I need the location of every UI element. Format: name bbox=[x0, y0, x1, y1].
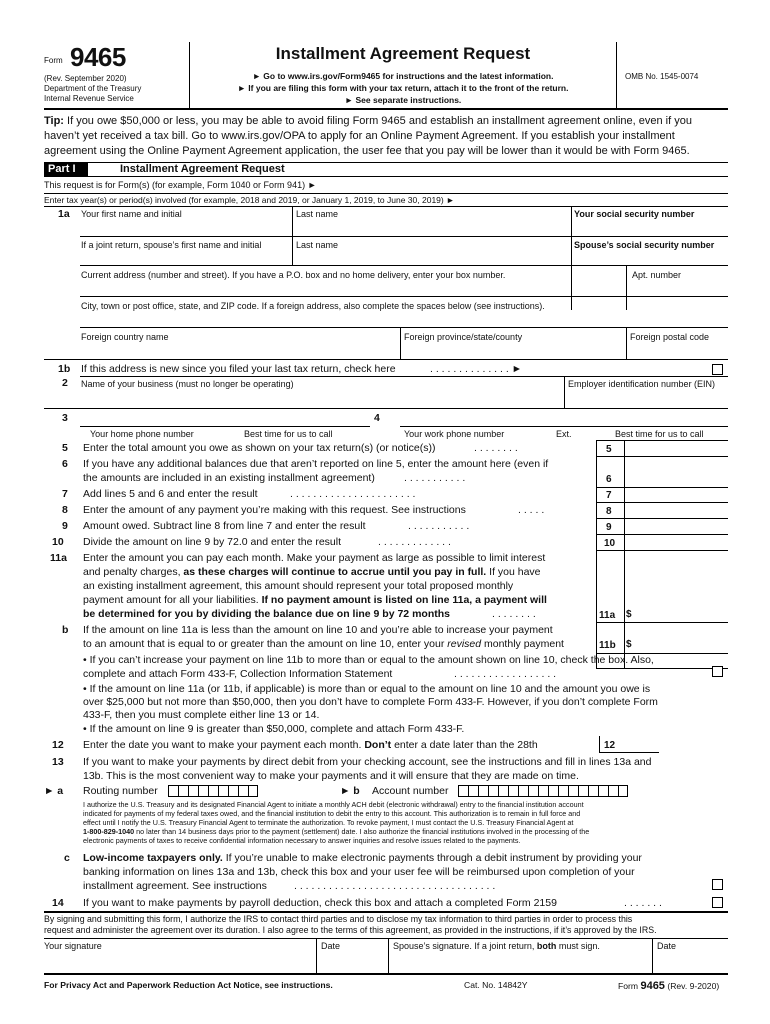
account-digit-box[interactable] bbox=[578, 785, 588, 797]
payment-day-field[interactable] bbox=[599, 752, 659, 753]
line-11a-text-2a: and penalty charges, bbox=[83, 566, 184, 578]
rule bbox=[44, 359, 728, 360]
line-11a-number: 11a bbox=[50, 552, 67, 564]
line-7-text: Add lines 5 and 6 and enter the result bbox=[83, 488, 258, 500]
routing-digit-box[interactable] bbox=[198, 785, 208, 797]
form-433f-checkbox[interactable] bbox=[712, 666, 723, 677]
routing-number-grid[interactable] bbox=[168, 785, 258, 797]
line-11b-number: b bbox=[62, 624, 69, 636]
footer-form-number: 9465 bbox=[640, 980, 665, 992]
line-11a-text-4 bbox=[83, 593, 547, 607]
work-phone-line[interactable] bbox=[400, 426, 728, 427]
line-13c-text-3: installment agreement. See instructions bbox=[83, 880, 267, 892]
routing-digit-box[interactable] bbox=[208, 785, 218, 797]
line-11a-text-5: be determined for you by dividing the balance due on line 9 by 72 months bbox=[83, 608, 450, 620]
box-10-label: 10 bbox=[604, 538, 616, 549]
your-signature-label[interactable]: Your signature bbox=[44, 941, 102, 951]
line-11a-text-4a: payment amount for all your liabilities. bbox=[83, 594, 262, 606]
line-1b-number: 1b bbox=[58, 363, 71, 375]
box-7-label: 7 bbox=[606, 490, 612, 501]
line-10-dots: . . . . . . . . . . . . . bbox=[378, 536, 451, 548]
rule bbox=[44, 206, 728, 207]
rule bbox=[624, 440, 625, 668]
tip-text: If you owe $50,000 or less, you may be able to avoid filing Form 9465 and establish an installment agreement online, even if you haven’t yet received a tax bill. Go to www.irs.gov/OPA to apply for an Online Payment Agreement. If you establish your installment agreement using the Online Payment Agreement application, the user fee that you pay will be lower than it would be with Form 9465. bbox=[44, 115, 692, 157]
form-instructions bbox=[190, 70, 616, 106]
line-12-number: 12 bbox=[52, 739, 64, 751]
rule bbox=[44, 973, 728, 975]
box-12-label: 12 bbox=[604, 740, 616, 751]
rule bbox=[80, 327, 728, 328]
spouse-signature-text-b: both bbox=[536, 941, 557, 951]
line-11b-bullet-1-dots: . . . . . . . . . . . . . . . . . . bbox=[454, 668, 557, 680]
omb-block bbox=[616, 42, 728, 108]
line-10-number: 10 bbox=[52, 536, 64, 548]
form-number: 9465 bbox=[70, 42, 126, 72]
ssn-label[interactable]: Your social security number bbox=[574, 209, 695, 219]
foreign-country-label[interactable]: Foreign country name bbox=[81, 332, 169, 342]
line-13-text-2: 13b. This is the most convenient way to make your payments and it will ensure that they are made on time. bbox=[83, 770, 579, 782]
ach-auth-line-2: indicated for payments of my federal taxes owed, and the financial institution to debit the entry to this account. This authorization is to remain in full force and bbox=[83, 809, 581, 818]
revision-date: (Rev. September 2020) bbox=[44, 74, 127, 83]
line-4-number: 4 bbox=[374, 412, 380, 424]
account-digit-box[interactable] bbox=[588, 785, 598, 797]
form-id-block bbox=[44, 42, 190, 108]
first-name-label[interactable]: Your first name and initial bbox=[81, 209, 182, 219]
line-13a-label: ► a bbox=[44, 785, 64, 797]
work-phone-label: Your work phone number bbox=[404, 429, 505, 439]
rule bbox=[80, 376, 728, 377]
footer-revision: (Rev. 9-2020) bbox=[667, 981, 720, 991]
box-11b-label: 11b bbox=[599, 640, 616, 651]
line-1b-dots: . . . . . . . . . . . . . . ► bbox=[430, 363, 523, 375]
line-2-number: 2 bbox=[62, 377, 68, 389]
line-11b-bullet-1b: complete and attach Form 433-F, Collection Information Statement bbox=[83, 668, 393, 680]
rule bbox=[626, 265, 627, 310]
rule bbox=[564, 376, 565, 408]
line-7-number: 7 bbox=[62, 488, 68, 500]
line-11b-text-2c: monthly payment bbox=[481, 638, 564, 650]
ein-label[interactable]: Employer identification number (EIN) bbox=[568, 379, 716, 389]
account-number-label: Account number bbox=[372, 785, 449, 797]
account-digit-box[interactable] bbox=[518, 785, 528, 797]
box-11b-dollar: $ bbox=[626, 639, 632, 650]
form-header bbox=[44, 42, 728, 110]
rule bbox=[596, 668, 728, 669]
rule bbox=[44, 193, 728, 194]
line-11b-bullet-3: • If the amount on line 9 is greater than $50,000, complete and attach Form 433-F. bbox=[83, 723, 465, 735]
rule bbox=[626, 327, 627, 359]
city-label[interactable]: City, town or post office, state, and ZIP code. If a foreign address, also complete the spaces below (see instructions). bbox=[81, 301, 545, 311]
line-11b-bullet-2c: 433-F, then you must complete either line 13 or 14. bbox=[83, 709, 320, 721]
instruction-line-2: ► If you are filing this form with your tax return, attach it to the front of the return. bbox=[237, 83, 569, 93]
line-11a-text-2b: as these charges will continue to accrue until you pay in full. bbox=[183, 566, 487, 578]
date-2-label[interactable]: Date bbox=[657, 941, 677, 951]
account-digit-box[interactable] bbox=[598, 785, 608, 797]
rule bbox=[44, 911, 728, 913]
line-12-text-3: enter a date later than the 28th bbox=[391, 739, 538, 751]
footer-form-id bbox=[618, 980, 719, 992]
line-11a-amount-field[interactable] bbox=[596, 622, 728, 623]
box-8-label: 8 bbox=[606, 506, 612, 517]
line-11a-dots: . . . . . . . . bbox=[492, 608, 536, 620]
home-phone-label: Your home phone number bbox=[90, 429, 194, 439]
line-14-text: If you want to make payments by payroll deduction, check this box and attach a completed Form 2159 bbox=[83, 897, 557, 909]
footer-form-word: Form bbox=[618, 981, 639, 991]
ach-auth-line-4 bbox=[83, 827, 728, 836]
tip-paragraph bbox=[44, 114, 728, 159]
account-digit-box[interactable] bbox=[458, 785, 468, 797]
line-8-text: Enter the amount of any payment you’re making with this request. See instructions bbox=[83, 504, 466, 516]
rule bbox=[44, 408, 728, 409]
catalog-number: Cat. No. 14842Y bbox=[464, 980, 528, 990]
line-8-number: 8 bbox=[62, 504, 68, 516]
low-income-checkbox[interactable] bbox=[712, 879, 723, 890]
line-11a-text-2c: If you have bbox=[486, 566, 541, 578]
signature-statement-1: By signing and submitting this form, I authorize the IRS to contact third parties and to disclose my tax information to third parties in order to process this bbox=[44, 914, 633, 924]
account-digit-box[interactable] bbox=[558, 785, 568, 797]
spouse-signature-text-c: must sign. bbox=[556, 941, 600, 951]
work-best-time-label: Best time for us to call bbox=[615, 429, 704, 439]
line-5-amount-field[interactable] bbox=[596, 456, 728, 457]
line-6-dots: . . . . . . . . . . . bbox=[404, 472, 466, 484]
rule bbox=[80, 265, 728, 266]
business-name-label[interactable]: Name of your business (must no longer be operating) bbox=[81, 379, 294, 389]
line-11a-text-3: an existing installment agreement, this amount should represent your total proposed monthly bbox=[83, 580, 514, 592]
form-9465 bbox=[44, 42, 728, 1000]
tip-label: Tip: bbox=[44, 115, 64, 127]
account-digit-box[interactable] bbox=[528, 785, 538, 797]
routing-digit-box[interactable] bbox=[188, 785, 198, 797]
privacy-notice: For Privacy Act and Paperwork Reduction Act Notice, see instructions. bbox=[44, 980, 333, 990]
routing-digit-box[interactable] bbox=[238, 785, 248, 797]
form-word: Form bbox=[44, 56, 63, 65]
omb-number: OMB No. 1545-0074 bbox=[625, 72, 699, 81]
line-11b-bullet-2a: • If the amount on line 11a (or 11b, if applicable) is more than or equal to the amount on line 10 and the amount you owe is bbox=[83, 683, 651, 695]
ach-auth-line-3: effect until I notify the U.S. Treasury Financial Agent to terminate the authorization. To revoke payment, I must contact the U.S. Treasury Financial Agent at bbox=[83, 818, 574, 827]
line-9-amount-field[interactable] bbox=[596, 534, 728, 535]
part-1-label: Part I bbox=[44, 163, 88, 176]
box-6-label: 6 bbox=[606, 474, 612, 485]
line-6-text-2: the amounts are included in an existing installment agreement) bbox=[83, 472, 375, 484]
line-13-number: 13 bbox=[52, 756, 64, 768]
rule bbox=[652, 938, 653, 973]
rule bbox=[388, 938, 389, 973]
line-11a-text-1: Enter the amount you can pay each month. Make your payment as large as possible to limit interest bbox=[83, 552, 546, 564]
spouse-last-name-label[interactable]: Last name bbox=[296, 240, 339, 250]
instruction-line-1: ► Go to www.irs.gov/Form9465 for instructions and the latest information. bbox=[252, 71, 554, 81]
address-label[interactable]: Current address (number and street). If you have a P.O. box and no home delivery, enter your box number. bbox=[81, 270, 506, 280]
line-9-text: Amount owed. Subtract line 8 from line 7 and enter the result bbox=[83, 520, 366, 532]
line-13-text-1: If you want to make your payments by direct debit from your checking account, see the instructions and fill in lines 13a and bbox=[83, 756, 652, 768]
payroll-deduction-checkbox[interactable] bbox=[712, 897, 723, 908]
account-number-grid[interactable] bbox=[458, 785, 628, 797]
line-11a-text-4b: If no payment amount is listed on line 11a, a payment will bbox=[261, 594, 547, 606]
line-13b-label: ► b bbox=[340, 785, 360, 797]
line-3-number: 3 bbox=[62, 412, 68, 424]
rule bbox=[44, 938, 728, 939]
rule bbox=[596, 440, 597, 668]
apt-label[interactable]: Apt. number bbox=[632, 270, 682, 280]
account-digit-box[interactable] bbox=[608, 785, 618, 797]
line-6-amount-field[interactable] bbox=[596, 487, 728, 488]
line-10-text: Divide the amount on line 9 by 72.0 and enter the result bbox=[83, 536, 341, 548]
spouse-ssn-label[interactable]: Spouse’s social security number bbox=[574, 240, 715, 250]
line-6-number: 6 bbox=[62, 458, 68, 470]
box-5-label: 5 bbox=[606, 444, 612, 455]
rule bbox=[80, 296, 728, 297]
line-12-text-1: Enter the date you want to make your payment each month. bbox=[83, 739, 365, 751]
routing-digit-box[interactable] bbox=[248, 785, 258, 797]
date-1-label[interactable]: Date bbox=[321, 941, 341, 951]
box-11a-label: 11a bbox=[599, 610, 616, 621]
part-1-header bbox=[44, 162, 728, 177]
ach-auth-line-5: electronic payments of taxes to receive confidential information necessary to answer inquiries and resolve issues related to the payments. bbox=[83, 836, 521, 845]
line-14-number: 14 bbox=[52, 897, 64, 909]
line-7-dots: . . . . . . . . . . . . . . . . . . . . . . bbox=[290, 488, 416, 500]
request-forms-label: This request is for Form(s) (for example, Form 1040 or Form 941) ► bbox=[44, 180, 317, 190]
rule bbox=[596, 440, 728, 441]
line-8-dots: . . . . . bbox=[518, 504, 545, 516]
account-digit-box[interactable] bbox=[478, 785, 488, 797]
line-11b-bullet-2b: over $25,000 but not more than $50,000, then you don’t have to complete Form 433-F. However, if you don’t complete Form bbox=[83, 696, 658, 708]
new-address-checkbox[interactable] bbox=[712, 364, 723, 375]
routing-digit-box[interactable] bbox=[168, 785, 178, 797]
line-1b-text: If this address is new since you filed your last tax return, check here bbox=[81, 363, 396, 375]
account-digit-box[interactable] bbox=[538, 785, 548, 797]
routing-digit-box[interactable] bbox=[218, 785, 228, 797]
spouse-signature-label[interactable] bbox=[393, 941, 600, 951]
home-best-time-label: Best time for us to call bbox=[244, 429, 333, 439]
spouse-first-name-label[interactable]: If a joint return, spouse’s first name and initial bbox=[81, 240, 262, 250]
line-11b-bullet-1a: • If you can’t increase your payment on line 11b to more than or equal to the amount shown on line 10, check the box. Also, bbox=[83, 654, 654, 666]
rule bbox=[599, 736, 600, 752]
ach-authorization bbox=[83, 800, 728, 845]
account-digit-box[interactable] bbox=[618, 785, 628, 797]
ach-auth-line-4-text: no later than 14 business days prior to the payment (settlement) date. I also authorize the financial institutions involved in the processing of the bbox=[134, 827, 590, 836]
line-13c-dots: . . . . . . . . . . . . . . . . . . . . . . . . . . . . . . . . . . . bbox=[294, 880, 496, 892]
last-name-label[interactable]: Last name bbox=[296, 209, 339, 219]
ach-auth-line-1: I authorize the U.S. Treasury and its designated Financial Agent to initiate a monthly ACH debit (electronic withdrawal) entry to the financial institution account bbox=[83, 800, 584, 809]
line-1a-number: 1a bbox=[58, 208, 70, 220]
account-digit-box[interactable] bbox=[568, 785, 578, 797]
rule bbox=[571, 206, 572, 310]
line-11b-text-2b: revised bbox=[447, 638, 482, 650]
part-1-title: Installment Agreement Request bbox=[120, 163, 285, 175]
line-11b-text-2 bbox=[83, 637, 564, 651]
home-phone-line[interactable] bbox=[80, 426, 370, 427]
line-12-text bbox=[83, 738, 538, 752]
foreign-province-label[interactable]: Foreign province/state/county bbox=[404, 332, 523, 342]
low-income-label: Low-income taxpayers only. bbox=[83, 852, 223, 864]
line-13c-text-1b: If you’re unable to make electronic payments through a debit instrument by providing your bbox=[222, 852, 642, 864]
line-5-text: Enter the total amount you owe as shown on your tax return(s) (or notice(s)) bbox=[83, 442, 436, 454]
ach-phone: 1-800-829-1040 bbox=[83, 827, 135, 836]
line-9-dots: . . . . . . . . . . . bbox=[408, 520, 470, 532]
routing-digit-box[interactable] bbox=[178, 785, 188, 797]
line-5-number: 5 bbox=[62, 442, 68, 454]
line-13c-label: c bbox=[64, 852, 70, 864]
rule bbox=[400, 327, 401, 359]
line-10-amount-field[interactable] bbox=[596, 550, 728, 551]
line-11b-text-2a: to an amount that is equal to or greater than the amount on line 10, enter your bbox=[83, 638, 448, 650]
instruction-line-3: ► See separate instructions. bbox=[344, 95, 462, 105]
account-digit-box[interactable] bbox=[548, 785, 558, 797]
rule bbox=[316, 938, 317, 973]
spouse-signature-text-a: Spouse’s signature. If a joint return, bbox=[393, 941, 537, 951]
box-11a-dollar: $ bbox=[626, 609, 632, 620]
account-digit-box[interactable] bbox=[468, 785, 478, 797]
line-8-amount-field[interactable] bbox=[596, 518, 728, 519]
signature-statement bbox=[44, 914, 728, 936]
rule bbox=[80, 236, 728, 237]
account-digit-box[interactable] bbox=[488, 785, 498, 797]
account-digit-box[interactable] bbox=[508, 785, 518, 797]
line-14-dots: . . . . . . . bbox=[624, 897, 662, 909]
title-block bbox=[190, 42, 616, 108]
line-11b-text-1: If the amount on line 11a is less than the amount on line 10 and you’re able to increase your payment bbox=[83, 624, 553, 636]
line-13c-text-1 bbox=[83, 851, 642, 865]
line-9-number: 9 bbox=[62, 520, 68, 532]
routing-digit-box[interactable] bbox=[228, 785, 238, 797]
ext-label: Ext. bbox=[556, 429, 572, 439]
signature-statement-2: request and administer the agreement over its duration. I also agree to the terms of this agreement, as provided in the instructions, if it’s approved by the IRS. bbox=[44, 925, 657, 935]
irs-name: Internal Revenue Service bbox=[44, 94, 134, 103]
account-digit-box[interactable] bbox=[498, 785, 508, 797]
routing-number-label: Routing number bbox=[83, 785, 158, 797]
line-13c-text-2: banking information on lines 13a and 13b, check this box and your user fee will be reimbursed upon completion of your bbox=[83, 866, 635, 878]
line-11a-text-2 bbox=[83, 565, 541, 579]
tax-years-label: Enter tax year(s) or period(s) involved (for example, 2018 and 2019, or January 1, 2019, to June 30, 2019) ► bbox=[44, 195, 455, 205]
line-6-text-1: If you have any additional balances due that aren’t reported on line 5, enter the amount here (even if bbox=[83, 458, 549, 470]
line-7-amount-field[interactable] bbox=[596, 502, 728, 503]
department: Department of the Treasury bbox=[44, 84, 142, 93]
line-5-dots: . . . . . . . . bbox=[474, 442, 518, 454]
line-12-text-2: Don’t bbox=[364, 739, 392, 751]
box-9-label: 9 bbox=[606, 522, 612, 533]
revision-block bbox=[44, 74, 141, 104]
form-title: Installment Agreement Request bbox=[275, 44, 531, 63]
foreign-postal-label[interactable]: Foreign postal code bbox=[630, 332, 710, 342]
